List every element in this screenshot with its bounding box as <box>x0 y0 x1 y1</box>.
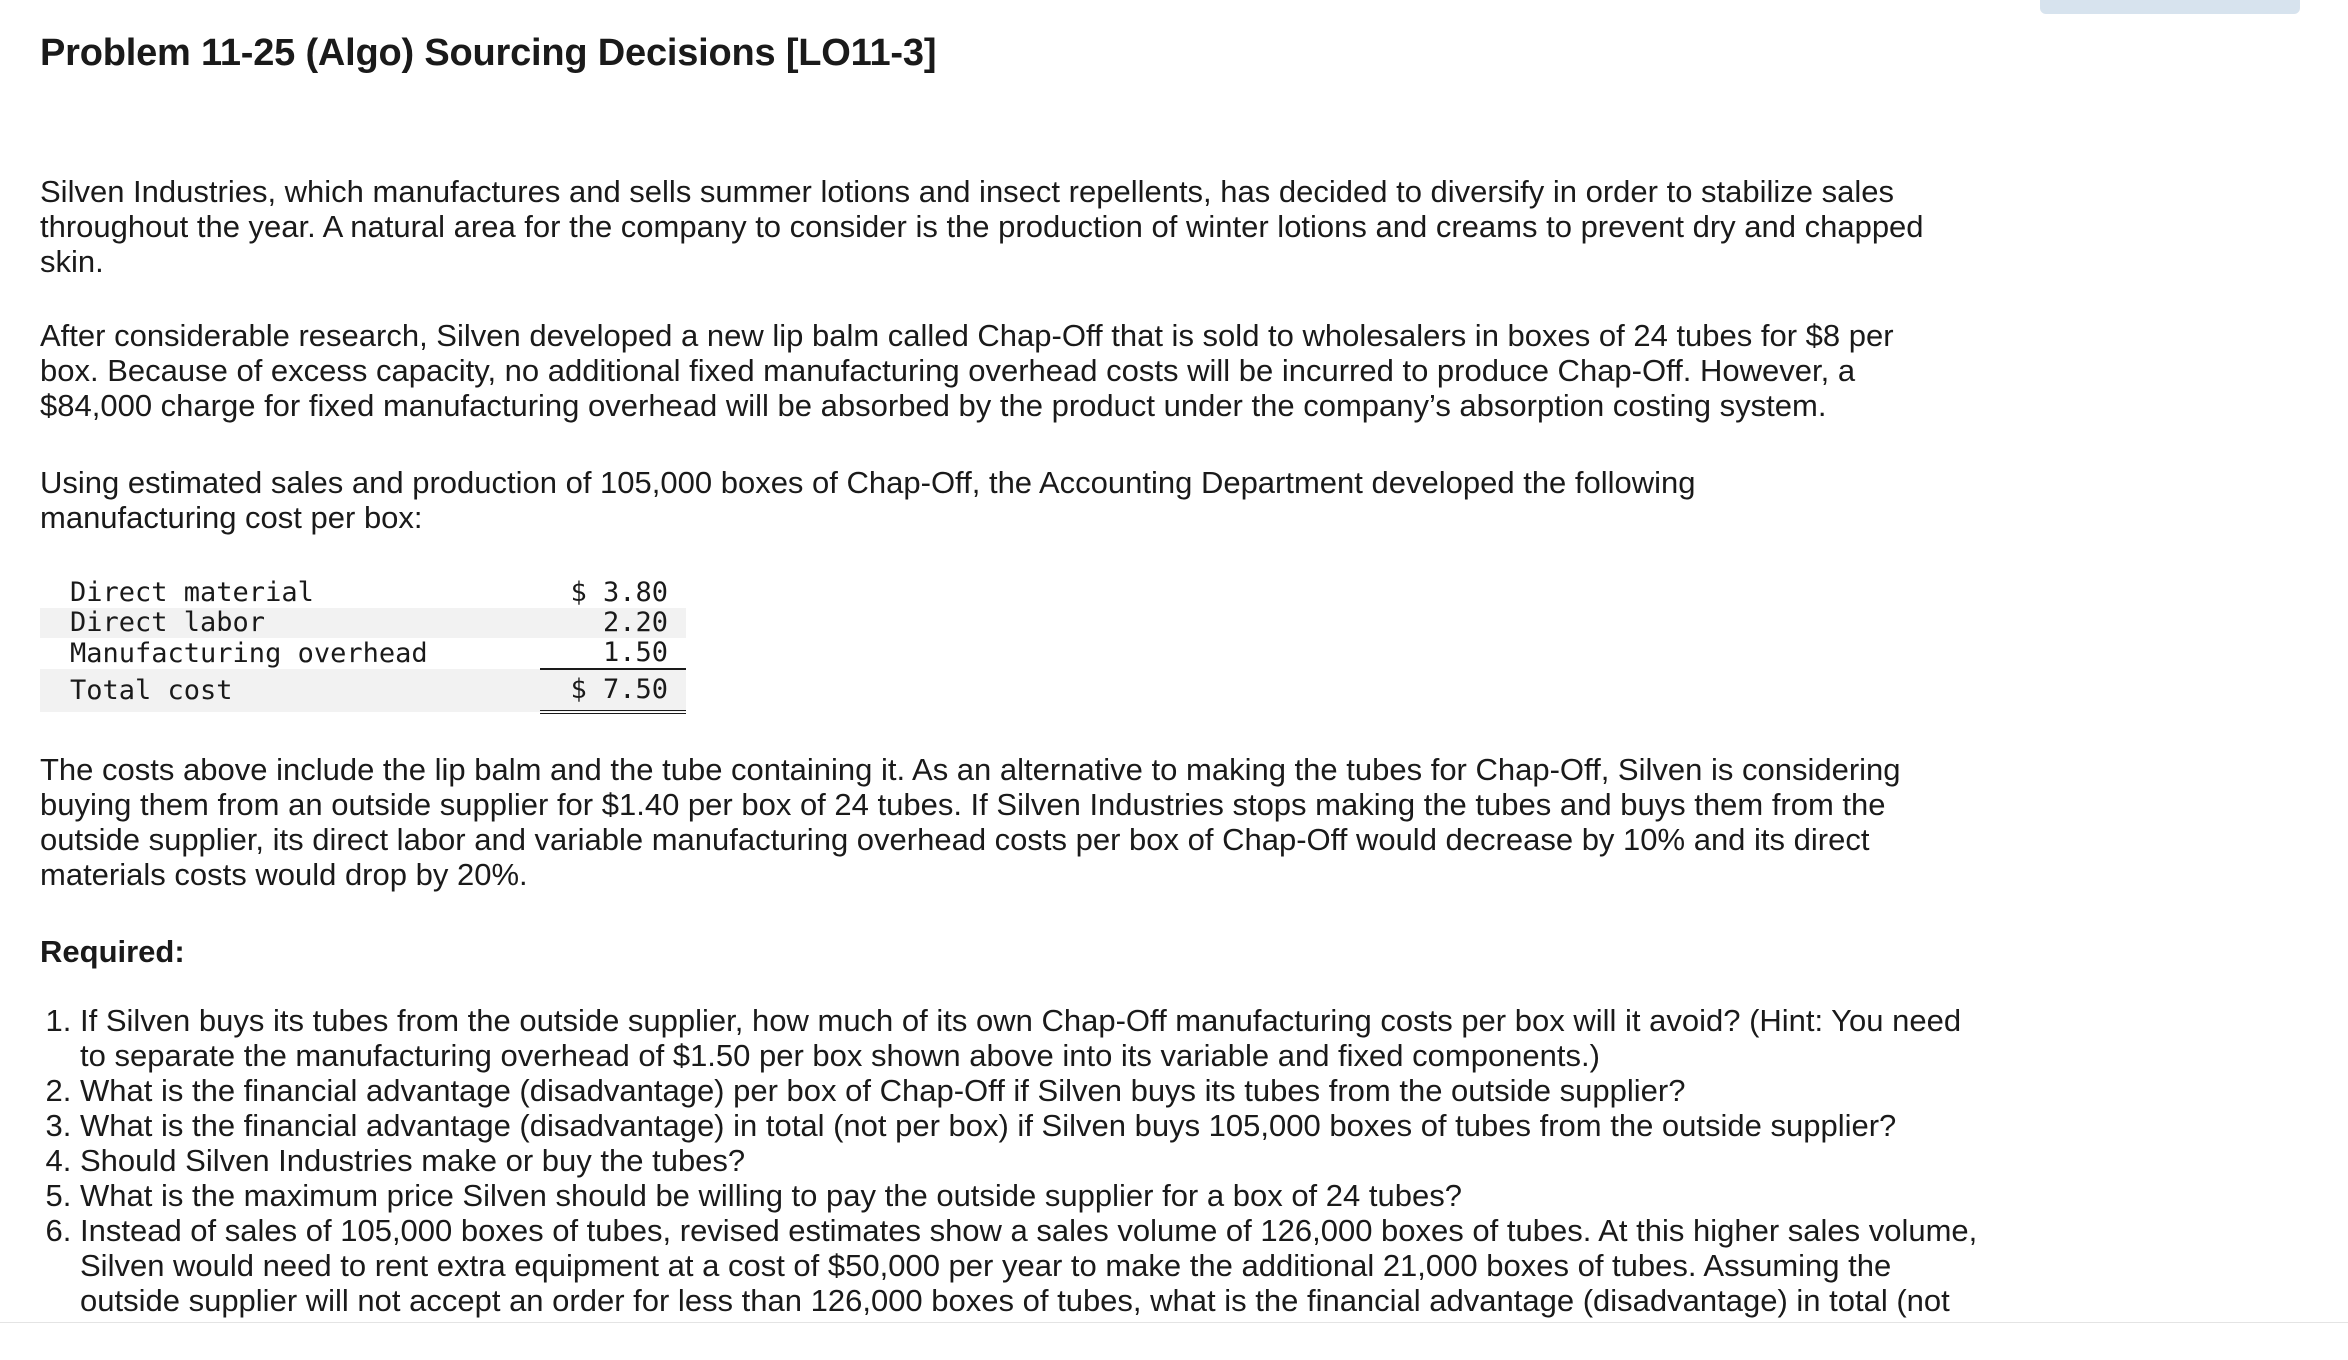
cost-label: Total cost <box>40 669 540 712</box>
cost-amount: 1.50 <box>540 638 686 669</box>
table-total-row <box>40 669 686 712</box>
table-row <box>40 608 686 638</box>
intro-paragraph: Silven Industries, which manufactures and sells summer lotions and insect repellents, has decided to diversify in order to stabilize sales throughout the year. A natural area for the company to consider is the production of winter lotions and creams to prevent dry and chapped skin. <box>40 174 1924 279</box>
cost-amount: 2.20 <box>540 608 686 638</box>
bottom-edge <box>0 1322 2348 1360</box>
estimate-paragraph: Using estimated sales and production of 105,000 boxes of Chap-Off, the Accounting Department developed the following manufacturing cost per box: <box>40 465 1696 535</box>
required-list <box>40 1003 1980 1353</box>
list-item: 4. Should Silven Industries make or buy the tubes? <box>80 1143 1980 1178</box>
list-item: 3. What is the financial advantage (disadvantage) in total (not per box) if Silven buys 105,000 boxes of tubes from the outside supplier? <box>80 1108 1980 1143</box>
list-item: 1. If Silven buys its tubes from the outside supplier, how much of its own Chap-Off manufacturing costs per box will it avoid? (Hint: You need to separate the manufacturing overhead of $1.50 per box shown above into its variable and fixed components.) <box>80 1003 1980 1073</box>
alternative-paragraph: The costs above include the lip balm and the tube containing it. As an alternative to making the tubes for Chap-Off, Silven is considering buying them from an outside supplier for $1.40 per box of 24 tubes. If Silven Industries stops making the tubes and buys them from the outside supplier, its direct labor and variable manufacturing overhead costs per box of Chap-Off would decrease by 10% and its direct materials costs would drop by 20%. <box>40 752 1901 892</box>
research-paragraph: After considerable research, Silven developed a new lip balm called Chap-Off that is sold to wholesalers in boxes of 24 tubes for $8 per box. Because of excess capacity, no additional fixed manufacturing overhead costs will be incurred to produce Chap-Off. However, a $84,000 charge for fixed manufacturing overhead will be absorbed by the product under the company’s absorption costing system. <box>40 318 1894 423</box>
cost-label: Direct labor <box>40 608 540 638</box>
cost-label: Direct material <box>70 577 314 608</box>
cost-label: Manufacturing overhead <box>70 637 428 669</box>
problem-title: Problem 11-25 (Algo) Sourcing Decisions [LO11-3] <box>40 32 937 74</box>
list-item: 2. What is the financial advantage (disadvantage) per box of Chap-Off if Silven buys its tubes from the outside supplier? <box>80 1073 1980 1108</box>
table-row <box>40 578 686 608</box>
top-toolbar-tab[interactable] <box>2040 0 2300 14</box>
list-item: 6. Instead of sales of 105,000 boxes of tubes, revised estimates show a sales volume of 126,000 boxes of tubes. At this higher sales volume, Silven would need to rent extra equipment at a cost of $50,000 per year to make the additional 21,000 boxes of tubes. Assuming the outside supplier will not accept an order for less than 126,000 boxes of tubes, what is the financial advantage (disadvantage) in total (not <box>80 1213 1980 1353</box>
cost-per-box-table <box>40 578 686 714</box>
cost-amount: $ 3.80 <box>570 577 668 608</box>
cost-amount: $ 7.50 <box>540 669 686 712</box>
required-heading: Required: <box>40 934 185 969</box>
list-item: 5. What is the maximum price Silven should be willing to pay the outside supplier for a box of 24 tubes? <box>80 1178 1980 1213</box>
table-row <box>40 638 686 669</box>
